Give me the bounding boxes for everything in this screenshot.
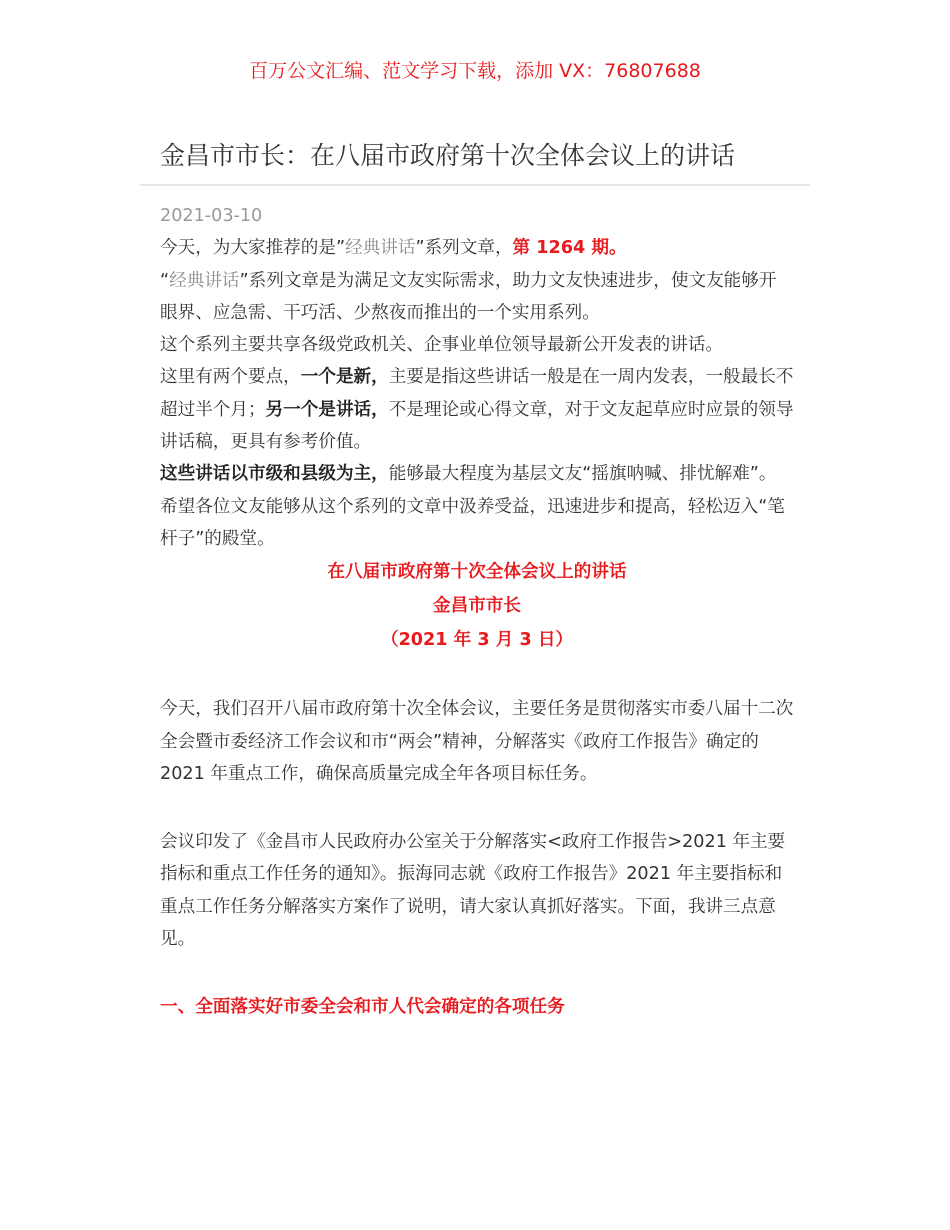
text: 这里有两个要点，: [160, 367, 301, 388]
intro-paragraph: [160, 361, 794, 458]
page-title: 金昌市市长：在八届市政府第十次全体会议上的讲话: [160, 141, 736, 170]
intro-paragraph: 这个系列主要共享各级党政机关、企事业单位领导最新公开发表的讲话。: [160, 335, 724, 356]
body-paragraph: 今天，我们召开八届市政府第十次全体会议，主要任务是贯彻落实市委八届十二次全会暨市委经济工作会议和市“两会”精神，分解落实《政府工作报告》确定的 2021 年重点工作，确保高质量完成全年各项目标任务。: [160, 699, 794, 784]
download-banner: 百万公文汇编、范文学习下载，添加 VX：76807688: [249, 60, 701, 82]
speech-date: （2021 年 3 月 3 日）: [380, 630, 574, 651]
speech-title: 在八届市政府第十次全体会议上的讲话: [327, 562, 627, 583]
text: 主要是指这些讲话一般是在一周内发表，一般最长不超过半个月；: [160, 367, 794, 420]
text: ”系列文章是为满足文友实际需求，助力文友快速进步，使文友能够开眼界、应急需、干巧活、少熬夜而推出的一个实用系列。: [160, 270, 777, 323]
text: ”系列文章，: [415, 238, 513, 259]
series-name: 经典讲话: [345, 238, 416, 259]
intro-paragraph: [160, 232, 794, 264]
body-paragraph: 会议印发了《金昌市人民政府办公室关于分解落实<政府工作报告>2021 年主要指标和重点工作任务的通知》。振海同志就《政府工作报告》2021 年主要指标和重点工作任务分解落实方案作了说明，请大家认真抓好落实。下面，我讲三点意见。: [160, 832, 786, 950]
issue-number: 第 1264 期。: [512, 238, 627, 259]
intro-paragraph: [160, 458, 794, 555]
series-name: 经典讲话: [169, 270, 240, 291]
article-body: [160, 200, 794, 1024]
bold-text: 这些讲话以市级和县级为主，: [160, 464, 389, 485]
title-divider: [140, 184, 810, 186]
text: 今天，为大家推荐的是”: [160, 238, 346, 259]
speech-speaker: 金昌市市长: [433, 596, 521, 617]
bold-text: 另一个是讲话，: [265, 399, 389, 420]
section-heading: 一、全面落实好市委全会和市人代会确定的各项任务: [160, 997, 565, 1018]
bold-text: 一个是新，: [300, 367, 389, 388]
text: 能够最大程度为基层文友“摇旗呐喊、排忧解难”。希望各位文友能够从这个系列的文章中汲养受益，迅速进步和提高，轻松迈入“笔杆子”的殿堂。: [160, 464, 785, 549]
intro-paragraph: [160, 265, 794, 330]
text: “: [160, 270, 170, 291]
publish-date: 2021-03-10: [160, 206, 263, 226]
text: 不是理论或心得文章，对于文友起草应时应景的领导讲话稿，更具有参考价值。: [160, 399, 794, 453]
